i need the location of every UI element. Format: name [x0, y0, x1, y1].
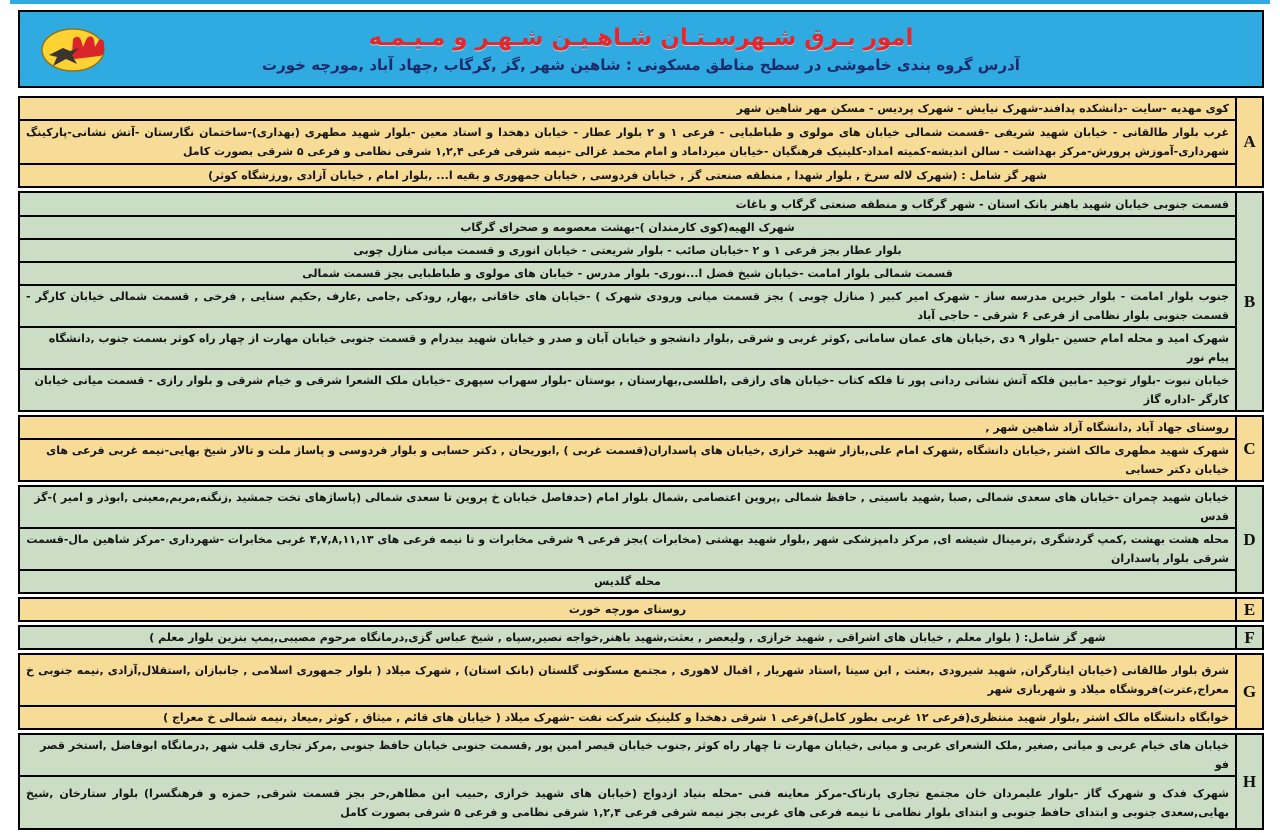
address-row: [20, 163, 1235, 186]
group-rows: [20, 599, 1235, 620]
address-text: غرب بلوار طالقانی - خیابان شهید شریفی -قسمت شمالی خیابان های مولوی و طباطبایی - فرعی ۱ و ۲ بلوار عطار - خیابان دهخدا و استاد معین -بلوار شهید مطهری (بهداری)-ساختمان نگارستان -آتش نشانی-پارکینگ شهرداری-آموزش پرورش-مرکز بهداشت - سالن اندیشه-کمیته امداد-کلینیک فرهنگیان -خیابان میرداماد و امام محمد غزالی -نیمه شرقی فرعی ۱,۲,۴ شرقی نظامی و فرعی ۵ شرقی بصورت کامل: [26, 126, 1230, 158]
group-letter-label: G: [1235, 655, 1262, 728]
group-rows: [20, 193, 1235, 410]
address-row: [20, 527, 1235, 569]
address-row: [20, 215, 1235, 238]
address-text: شهرک شهید مطهری مالک اشتر ,خیابان دانشگاه ,شهرک امام علی,بازار شهید خرازی ,خیابان های پاسداران(قسمت غربی ) ,ابوریحان , دکتر حسابی و بلوار فردوسی و پاساژ ملت و تالار شیخ بهایی-نیمه غربی فرعی های خیابان دکتر حسابی: [46, 444, 1229, 476]
address-row: [20, 655, 1235, 705]
address-row: [20, 193, 1235, 215]
outage-group-C: [18, 415, 1264, 482]
address-text: جنوب بلوار امامت - بلوار خیرین مدرسه ساز - شهرک امیر کبیر ( منازل چوبی ) بجز قسمت میانی ورودی شهرک ) -خیابان های خاقانی ,بهار, رودکی ,جامی ,عارف ,حکیم سنایی , فرخی , قسمت شمالی خیابان کارگر - قسمت جنوبی بلوار نظامی از فرعی ۶ شرقی - حاجی آباد: [26, 290, 1229, 322]
address-row: [20, 326, 1235, 368]
outage-group-H: [18, 733, 1264, 830]
outage-group-D: [18, 485, 1264, 594]
address-text: شهر گز شامل : (شهرک لاله سرخ , بلوار شهدا , منطقه صنعتی گز , خیابان فردوسی , خیابان جمهوری و بقیه ا... ,بلوار امام , خیابان آزادی ,ورزشگاه کوثر): [208, 169, 1047, 182]
group-rows: [20, 487, 1235, 592]
address-row: [20, 119, 1235, 163]
address-text: روستای جهاد آباد ,دانشگاه آزاد شاهین شهر ,: [985, 421, 1229, 434]
address-text: قسمت شمالی بلوار امامت -خیابان شیخ فضل ا...نوری- بلوار مدرس - خیابان های مولوی و طباطبایی بجز قسمت شمالی: [302, 267, 953, 280]
group-rows: [20, 655, 1235, 728]
page-title: امور بـرق شـهرسـتـان شـاهـیـن شـهـر و مـیـمـه: [368, 24, 914, 51]
address-row: [20, 284, 1235, 326]
group-rows: [20, 627, 1235, 648]
group-letter-label: D: [1235, 487, 1262, 592]
address-text: محله گلدیس: [594, 575, 661, 588]
group-letter-label: H: [1235, 735, 1262, 828]
address-row: [20, 569, 1235, 592]
group-letter-label: A: [1235, 98, 1262, 186]
address-row: [20, 238, 1235, 261]
address-text: روستای مورچه خورت: [568, 603, 687, 616]
address-row: [20, 735, 1235, 775]
address-row: [20, 599, 1235, 620]
outage-group-F: [18, 625, 1264, 650]
group-letter-label: F: [1235, 627, 1262, 648]
outage-group-E: [18, 597, 1264, 622]
address-row: [20, 438, 1235, 480]
address-row: [20, 487, 1235, 527]
electricity-company-logo-icon: [40, 27, 106, 73]
address-row: [20, 705, 1235, 728]
address-text: شهرک فدک و شهرک گاز -بلوار علیمردان خان مجتمع تجاری پارناک-مرکز معاینه فنی -محله بنیاد ازدواج (خیابان های شهید خرازی ,حبیب ابن مظاهر,حر بجز قسمت شرقی, حمزه و فرهنگسرا) بلوار ستارخان ,شیخ بهایی,سعدی جنوبی و ابتدای حافظ جنوبی و ابتدای بلوار نظامی تا نیمه فرعی های غربی بجز نیمه شرقی فرعی ۱,۲,۴ شرقی نظامی و فرعی ۵ شرقی بصورت کامل: [26, 786, 1229, 819]
address-row: [20, 368, 1235, 410]
group-letter-label: B: [1235, 193, 1262, 410]
address-row: [20, 98, 1235, 119]
address-row: [20, 261, 1235, 284]
outage-group-G: [18, 653, 1264, 730]
address-row: [20, 417, 1235, 438]
address-row: [20, 627, 1235, 648]
group-rows: [20, 735, 1235, 828]
header-banner: [18, 10, 1264, 88]
top-edge-strip: [10, 0, 1270, 4]
group-rows: [20, 417, 1235, 480]
address-text: شهرک امید و محله امام حسین -بلوار ۹ دی ,خیابان های عمان سامانی ,کوثر غربی و شرقی ,بلوار دانشجو و خیابان آبان و صدر و خیابان شهید بیدرام و قسمت جنوبی خیابان مهارت از چهار راه کوثر بسمت جنوب ,دانشگاه پیام نور: [48, 332, 1229, 364]
address-text: کوی مهدیه -سایت -دانشکده پدافند-شهرک نیایش - شهرک پردیس - مسکن مهر شاهین شهر: [736, 102, 1229, 115]
address-text: شهرک الهیه(کوی کارمندان )-بهشت معصومه و صحرای گرگاب: [460, 221, 795, 234]
outage-groups-table: [18, 96, 1264, 830]
address-text: شرق بلوار طالقانی (خیابان ایثارگران, شهید شیرودی ,بعثت , ابن سینا ,استاد شهریار , اقبال لاهوری , مجتمع مسکونی گلستان (بانک استان) , شهرک میلاد ( بلوار جمهوری اسلامی , جانبازان ,استقلال,آزادی ,نیمه جنوبی خ معراج,عترت)فروشگاه میلاد و شهربازی شهر: [26, 664, 1229, 696]
address-text: خیابان نبوت -بلوار توحید -مابین فلکه آتش نشانی ردانی پور تا فلکه کتاب -خیابان های رازقی ,اطلسی,بهارستان , بوستان -بلوار سهراب سپهری -خیابان ملک الشعرا شرقی و خیام شرقی و بلوار رازی - قسمت میانی خیابان کارگر -اداره گاز: [34, 374, 1229, 406]
address-text: محله هشت بهشت ,کمپ گردشگری ,ترمینال شیشه ای, مرکز دامپزشکی شهر ,بلوار شهید بهشتی (مخابرات )بجز فرعی ۹ شرقی مخابرات و تا نیمه فرعی های ۴,۷,۸,۱۱,۱۳ غربی مخابرات -شهرداری -مرکز شاهین مال-قسمت شرقی بلوار پاسداران: [26, 533, 1229, 565]
address-text: شهر گز شامل: ( بلوار معلم , خیابان های اشراقی , شهید خرازی , ولیعصر , بعثت,شهید باهنر,خواجه نصیر,سپاه , شیخ عباس گزی,درمانگاه مرحوم مصیبی,پمپ بنزین بلوار معلم ): [149, 631, 1106, 644]
address-text: خیابان های خیام غربی و میانی ,صغیر ,ملک الشعرای غربی و میانی ,خیابان مهارت تا چهار راه کوثر ,جنوب خیابان قیصر امین پور ,قسمت جنوبی خیابان حافظ جنوبی ,مرکز تجاری قلب شهر ,درمانگاه ابوفاضل ,استخر قصر فو: [40, 739, 1229, 771]
page-subtitle: آدرس گروه بندی خاموشی در سطح مناطق مسکونی : شاهین شهر ,گز ,گرگاب ,جهاد آباد ,مورچه خورت: [262, 55, 1020, 74]
outage-group-A: [18, 96, 1264, 188]
address-text: قسمت جنوبی خیابان شهید باهنر بانک استان - شهر گرگاب و منطقه صنعتی گرگاب و باغات: [735, 197, 1229, 211]
address-text: خیابان شهید چمران -خیابان های سعدی شمالی ,صبا ,شهید باسیتی , حافظ شمالی ,پروین اعتصامی ,شمال بلوار امام (حدفاصل خیابان خ پروین تا سعدی شمالی (پاساژهای تخت جمشید ,زنگنه,مریم,معینی ,ابوذر و امیر )-گز قدس: [34, 491, 1229, 523]
group-rows: [20, 98, 1235, 186]
outage-group-B: [18, 191, 1264, 412]
address-text: خوابگاه دانشگاه مالک اشتر ,بلوار شهید منتظری(فرعی ۱۲ غربی بطور کامل)فرعی ۱ شرقی دهخدا و کلینیک شرکت نفت -شهرک میلاد ( خیابان های قائم , میثاق , کوثر ,میعاد ,نیمه شمالی خ معراج ): [163, 711, 1229, 724]
address-text: بلوار عطار بجز فرعی ۱ و ۲ -خیابان صائب - بلوار شریعتی - خیابان انوری و قسمت میانی منازل چوبی: [353, 244, 902, 257]
group-letter-label: C: [1235, 417, 1262, 480]
group-letter-label: E: [1235, 599, 1262, 620]
